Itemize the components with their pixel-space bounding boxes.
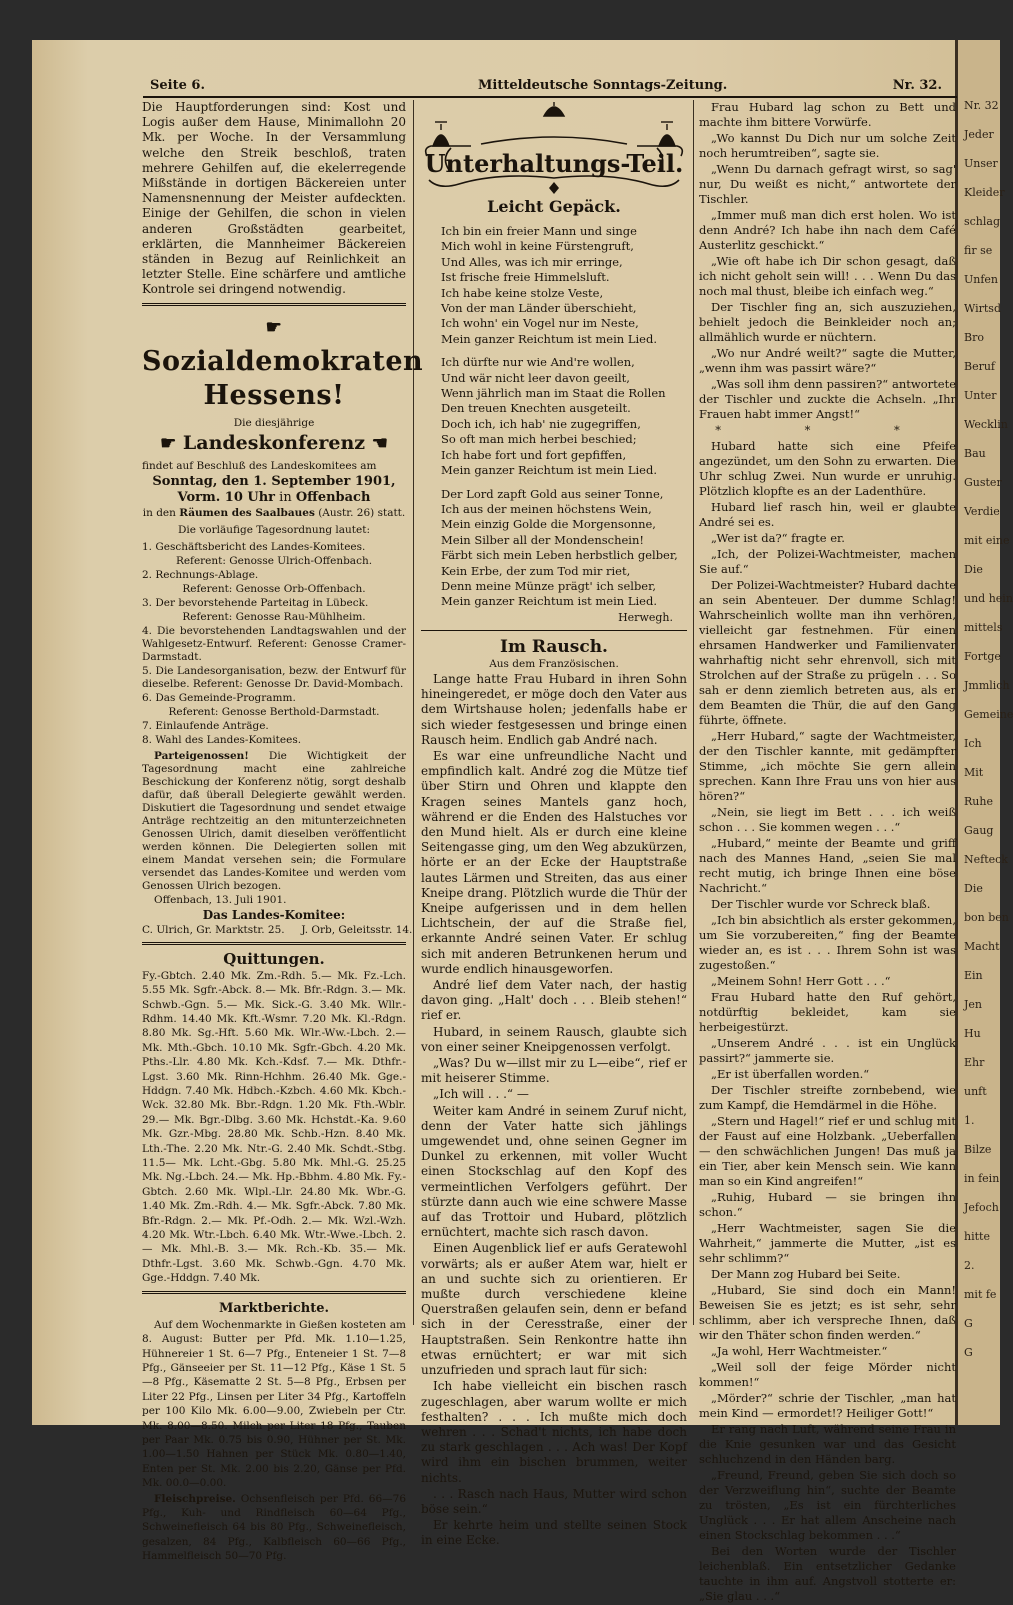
date-city: Offenbach	[295, 490, 371, 506]
next-page-fragment: G	[964, 1346, 973, 1359]
story-paragraph: „Wo nur André weilt?“ sagte die Mutter, „wenn ihm was passirt wäre?“	[699, 346, 956, 375]
agenda-referent: Referent: Genosse Orb-Offenbach.	[182, 582, 366, 595]
poem-line: Mein einzig Golde die Morgensonne,	[441, 517, 656, 532]
story-paragraph: Es war eine unfreundliche Nacht und empfindlich kalt. André zog die Mütze tief über Stirn und Ohren und klappte den Kragen seines Mantels ganz hoch, während er die Enden des Halstuches vor den Mund hielt. Als er durch eine kleine Seitengasse ging, um den Weg abzukürzen, hörte er an der Ecke der Hauptstraße lautes Lärmen und Streiten, das aus einer Kneipe drang. Plötzlich wurde die Thür der Kneipe aufgerissen und in dem hellen Lichtschein, der auf die Straße fiel, erkannte André seinen Vater. Er schlug sich mit anderen Betrunkenen herum und wurde endlich hinausgeworfen.	[421, 748, 687, 976]
next-page-fragment: Bro	[964, 331, 984, 344]
next-page-fragment: hitte	[964, 1230, 990, 1243]
poem-line: Den treuen Knechten ausgeteilt.	[441, 401, 631, 416]
diesjaehrige: Die diesjährige	[233, 417, 315, 430]
place-date: Offenbach, 13. Juli 1901.	[154, 893, 287, 906]
poem-line: Ich aus der meinen höchstens Wein,	[441, 501, 652, 516]
poem-line: So oft man mich herbei beschied;	[441, 432, 637, 447]
poem-line: Denn meine Münze prägt' ich selber,	[441, 578, 656, 593]
next-page-fragment: Nr. 32	[964, 99, 999, 112]
story-paragraph: „Herr Hubard,“ sagte der Wachtmeister, der den Tischler kannte, mit gedämpfter Stimme, „ich möchte Sie gern allein sprechen. Kann Ihre Frau uns von hier aus hören?“	[699, 729, 956, 803]
next-page-fragment: Beruf	[964, 360, 996, 373]
next-page-fragment: Jen	[964, 998, 983, 1011]
next-page-fragment: Gemeine	[964, 708, 1013, 721]
story-paragraph: André lief dem Vater nach, der hastig davon ging. „Halt' doch . . . Bleib stehen!“ rief er.	[421, 978, 687, 1023]
poem-line: Doch ich, ich hab' nie zugegriffen,	[441, 416, 641, 431]
poem-stanza	[441, 224, 687, 347]
section-rule	[142, 303, 406, 306]
poem-line: Ich habe keine stolze Veste,	[441, 285, 604, 300]
story-paragraph: „Wie oft habe ich Dir schon gesagt, daß ich nicht geholt sein will! . . . Wenn Du das noch mal thust, bleibe ich einfach weg.“	[699, 254, 956, 298]
poem-line: Mein ganzer Reichtum ist mein Lied.	[441, 594, 657, 609]
next-page-fragment: mit fe	[964, 1288, 997, 1301]
ornament-diamond	[549, 182, 559, 194]
poem-title: Leicht Gepäck.	[487, 197, 621, 216]
poem-line: Mein Silber all der Mondenschein!	[441, 532, 645, 547]
story-paragraph: „Ich bin absichtlich als erster gekommen, um Sie vorzubereiten,“ fing der Beamte wieder an, es ist . . . Ihrem Sohn ist was zugestoßen.“	[699, 913, 956, 972]
next-page-fragment: Ehr	[964, 1056, 985, 1069]
story-paragraph: Der Mann zog Hubard bei Seite.	[711, 1267, 901, 1281]
agenda-list	[142, 541, 406, 747]
agenda-item: 6. Das Gemeinde-Programm.	[142, 691, 296, 704]
column-divider	[693, 100, 694, 1325]
section-rule	[142, 1291, 406, 1294]
next-page-fragment: Macht	[964, 940, 1000, 953]
column-1	[142, 100, 424, 1565]
agenda-item: 5. Die Landesorganisation, bezw. der Entwurf für dieselbe. Referent: Genosse Dr. David-Mombach.	[142, 664, 406, 690]
story-paragraph: „Meinem Sohn! Herr Gott . . .“	[711, 974, 891, 988]
agenda-item: 8. Wahl des Landes-Komitees.	[142, 733, 302, 746]
quittungen-list: Fy.-Gbtch. 2.40 Mk. Zm.-Rdh. 5.— Mk. Fz.-Lch. 5.55 Mk. Sgfr.-Abck. 8.— Mk. Bfr.-Rdgn. 3.— Mk. Schwb.-Ggn. 5.— Mk. Sick.-G. 3.40 Mk. Wllr.-Rdhm. 14.40 Mk. Kft.-Wsmr. 7.20 Mk. Kl.-Rdgn. 8.80 Mk. Sg.-Hft. 5.60 Mk. Wlr.-Ww.-Lbch. 2.— Mk. Mth.-Gbch. 10.10 Mk. Sgfr.-Gbch. 4.20 Mk. Pths.-Llr. 4.80 Mk. Kch.-Kdsf. 7.— Mk. Dthfr.-Lgst. 3.60 Mk. Rinn-Hchhm. 26.40 Mk. Gge.-Hddgn. 7.40 Mk. Hdbch.-Kzbch. 4.60 Mk. Kbch.-Wck. 32.80 Mk. Bbr.-Rdgn. 1.20 Mk. Fth.-Wblr. 29.— Mk. Bgr.-Dlbg. 3.60 Mk. Hchstdt.-Ka. 9.60 Mk. Gzr.-Mbg. 28.80 Mk. Schb.-Hzn. 8.40 Mk. Lth.-The. 2.20 Mk. Ntr.-G. 2.40 Mk. Schdt.-Stbg. 11.5— Mk. Lcht.-Gbg. 5.80 Mk. Mhl.-G. 25.25 Mk. Ng.-Lbch. 24.— Mk. Hp.-Bbhm. 4.80 Mk. Fy.-Gbtch. 2.60 Mk. Wlpl.-Llr. 24.80 Mk. Wbr.-G. 1.40 Mk. Zm.-Rdh. 4.— Mk. Sgfr.-Abck. 7.80 Mk. Bfr.-Rdgn. 2.— Mk. Pf.-Odh. 2.— Mk. Wzl.-Wzh. 4.20 Mk. Wtr.-Lbch. 6.40 Mk. Wtr.-Wwe.-Lbch. 2.— Mk. Mhl.-B. 3.— Mk. Rch.-Kb. 35.— Mk. Dthfr.-Lgst. 3.60 Mk. Schwb.-Ggn. 4.70 Mk. Gge.-Hddgn. 7.40 Mk.	[142, 969, 406, 1285]
issue-number: Nr. 32.	[892, 78, 942, 93]
next-page-fragment: Guster	[964, 476, 1002, 489]
story-paragraph: „Wer ist da?“ fragte er.	[711, 531, 845, 545]
next-page-fragment: Unter	[964, 389, 997, 402]
poem-line: Ich wohn' ein Vogel nur im Neste,	[441, 316, 639, 331]
column-divider	[413, 100, 414, 1325]
poem-line: Ich habe fort und fort gepfiffen,	[441, 447, 627, 462]
agenda-referent: Referent: Genosse Rau-Mühlheim.	[182, 610, 366, 623]
sd-title-line-2: Hessens!	[203, 380, 345, 412]
poem-line: Ist frische freie Himmelsluft.	[441, 270, 610, 285]
story-paragraph: Er rang nach Luft, während seine Frau in die Knie gesunken war und das Gesicht schluchzend in den Händen barg.	[699, 1422, 956, 1466]
column-3	[699, 100, 956, 1605]
landeskonferenz-label: Landeskonferenz	[182, 432, 366, 455]
fleisch-head: Fleischpreise.	[154, 1492, 236, 1505]
date-place-pre: in den	[142, 506, 180, 519]
poem-stanza	[441, 487, 687, 610]
story-paragraph: Bei den Worten wurde der Tischler leichenblaß. Ein entsetzlicher Gedanke tauchte in ihm auf. Angstvoll stotterte er: „Sie glau . . .“	[699, 1544, 956, 1603]
date-in: in	[275, 490, 296, 506]
poem-line: Von der man Länder überschieht,	[441, 301, 637, 316]
story-paragraph: Lange hatte Frau Hubard in ihren Sohn hineingeredet, er möge doch den Vater aus dem Wirtshause holen; jedenfalls habe er sich wieder festgesessen und bringe einen Rausch heim. Endlich gab André nach.	[421, 671, 687, 747]
call-to-members	[142, 750, 406, 893]
call-head: Parteigenossen!	[154, 749, 249, 762]
next-page-fragment: Ein	[964, 969, 983, 982]
story-paragraph: „Ich, der Polizei-Wachtmeister, machen Sie auf.“	[699, 547, 956, 576]
next-page-fragment: 2.	[964, 1259, 975, 1272]
story-paragraph: Der Tischler streifte zornbebend, wie zum Kampf, die Hemdärmel in die Höhe.	[699, 1083, 956, 1112]
poem-author: Herwegh.	[618, 610, 673, 624]
next-page-fragment: mittels	[964, 621, 1003, 634]
sd-title	[142, 311, 424, 380]
next-page-fragment: Unfen	[964, 273, 999, 286]
markt-report: Auf dem Wochenmarkte in Gießen kosteten am 8. August: Butter per Pfd. Mk. 1.10—1.25, Hühnereier 1 St. 6—7 Pfg., Enteneier 1 St. 7—8 Pfg., Gänseeier per St. 11—12 Pfg., Käse 1 St. 5—8 Pfg., Käsematte 2 St. 5—8 Pfg., Erbsen per Liter 22 Pfg., Linsen per Liter 34 Pfg., Kartoffeln per 100 Kilo Mk. 6.00—9.00, Zwiebeln per Ctr. Mk. 8.00—8.50. Milch per Liter 18 Pfg., Tauben per Paar Mk. 0.75 bis 0.90, Hühner per St. Mk. 1.00—1.50 Hahnen per Stück Mk. 0.80—1.40, Enten per St. Mk. 2.00 bis 2.20, Gänse per Pfd. Mk. 00.0—0.00.	[142, 1318, 406, 1490]
lamp-icon	[433, 102, 675, 146]
signatures: C. Ulrich, Gr. Marktstr. 25. J. Orb, Geleitsstr. 14.	[142, 923, 413, 936]
next-page-fragment: Wecklin	[964, 418, 1008, 431]
findet-text: findet auf Beschluß des Landeskomitees am	[142, 460, 377, 473]
page-header	[150, 78, 950, 96]
story-paragraph: „Er ist überfallen worden.“	[711, 1067, 870, 1081]
markt-title: Marktberichte.	[219, 1300, 329, 1316]
story-paragraph: Hubard, in seinem Rausch, glaubte sich von einer seiner Kneipgenossen verfolgt.	[421, 1024, 687, 1054]
story-paragraph: „Ja wohl, Herr Wachtmeister.“	[711, 1344, 888, 1358]
story-paragraph: „Nein, sie liegt im Bett . . . ich weiß schon . . . Sie kommen wegen . . .“	[699, 805, 956, 834]
next-page-fragment: Hu	[964, 1027, 981, 1040]
date-time: Vorm. 10 Uhr	[177, 490, 276, 506]
landeskonferenz-title	[142, 431, 406, 456]
story-paragraph: „Immer muß man dich erst holen. Wo ist denn André? Ich habe ihn nach dem Café Austerlitz geschickt.“	[699, 208, 956, 252]
committee-title: Das Landes-Komitee:	[202, 907, 346, 922]
agenda-item: 7. Einlaufende Anträge.	[142, 719, 269, 732]
story-paragraph: „Weil soll der feige Mörder nicht kommen!“	[699, 1360, 956, 1389]
pointing-hand-left-icon: ☚	[371, 433, 388, 455]
poem-line: Mich wohl in keine Fürstengruft,	[441, 239, 634, 254]
story-paragraph: „Freund, Freund, geben Sie sich doch so der Verzweiflung hin“, suchte der Beamte zu trösten, „Es ist ein fürchterliches Unglück . . . Er hat allem Anscheine nach einen Stockschlag bekommen . . .“	[699, 1468, 956, 1542]
story-title: Im Rausch.	[500, 636, 608, 657]
poem-line: Mein ganzer Reichtum ist mein Lied.	[441, 331, 657, 346]
column-2	[421, 100, 687, 1550]
next-page-fragment: Nefteck	[964, 853, 1008, 866]
next-page-fragment: fir se	[964, 244, 993, 257]
section-rule	[421, 630, 687, 631]
poem-line: Der Lord zapft Gold aus seiner Tonne,	[441, 486, 664, 501]
call-text: Die Wichtigkeit der Tagesordnung macht eine zahlreiche Beschickung der Konferenz nötig, sorgt deshalb dafür, daß überall Delegierte gewählt werden. Diskutiert die Tagesordnung und sendet etwaige Anträge rechtzeitig an den mitunterzeichneten Genossen Ulrich, damit dieselben veröffentlicht werden können. Die Delegierten sollen mit einem Mandat versehen sein; die Formulare versendet das Landes-Komitee und werden vom Genossen Ulrich bezogen.	[142, 749, 406, 892]
agenda-referent: Referent: Genosse Ulrich-Offenbach.	[175, 554, 373, 567]
story-paragraph: Der Tischler wurde vor Schreck blaß.	[711, 897, 931, 911]
date-place: Räumen des Saalbaues	[179, 506, 315, 519]
story-paragraph: „Stern und Hagel!“ rief er und schlug mit der Faust auf eine Holzbank. „Ueberfallen — den schwächlichen Jungen! Das muß ja ein Tier, aber kein Mensch sein. Wie kann man so ein Kind angreifen!“	[699, 1114, 956, 1188]
agenda-item: 1. Geschäftsbericht des Landes-Komitees.	[142, 540, 366, 553]
next-page-fragment: Die	[964, 882, 983, 895]
ornament-title: Unterhaltungs-Teil.	[424, 149, 684, 178]
poem-line: Färbt sich mein Leben herbstlich gelber,	[441, 548, 678, 563]
story-paragraph: „Herr Wachtmeister, sagen Sie die Wahrheit,“ jammerte die Mutter, „ist es sehr schlimm?“	[699, 1221, 956, 1265]
next-page-fragment: in fein	[964, 1172, 1000, 1185]
poem-line: Und Alles, was ich mir erringe,	[441, 254, 623, 269]
next-page-fragment: Ruhe	[964, 795, 993, 808]
next-page-fragment: Fortge	[964, 650, 1001, 663]
next-page-fragment: bon ben	[964, 911, 1009, 924]
story-paragraph: „Hubard,“ meinte der Beamte und griff nach des Mannes Hand, „seien Sie mal recht mutig, ich bringe Ihnen eine böse Nachricht.“	[699, 836, 956, 895]
next-page-fragment: Die	[964, 563, 983, 576]
story-paragraph: Hubard hatte sich eine Pfeife angezündet, um den Sohn zu erwarten. Die Uhr schlug Zwei. Nun wurde er unruhig. Plötzlich klopfte es an der Ladenthüre.	[699, 439, 956, 498]
poem-line: Wenn jährlich man im Staat die Rollen	[441, 386, 666, 401]
story-paragraph: Der Polizei-Wachtmeister? Hubard dachte an sein Abenteuer. Der dumme Schlag! Wahrscheinlich wollte man ihn verhören, vielleicht gar festnehmen. Für einen ehrsamen Handwerker und Familienvater wahrhaftig nicht sehr ehrenvoll, sich mit Strolchen auf der Straße zu prügeln . . . So sah er denn ziemlich betreten aus, als er dem Beamten die Thür, die auf den Gang führte, öffnete.	[699, 578, 956, 727]
next-page-edge	[955, 40, 1013, 1425]
next-page-fragment: Jefoch	[964, 1201, 999, 1214]
story-paragraph: Frau Hubard hatte den Ruf gehört, notdürftig bekleidet, kam sie herbeigestürzt.	[699, 990, 956, 1034]
story-paragraph: „Was soll ihm denn passiren?“ antwortete der Tischler und zuckte die Achseln. „Ihr Frauen habt immer Angst!“	[699, 377, 956, 421]
next-page-fragment: Ich	[964, 737, 982, 750]
story-paragraph: „Was? Du w—illst mir zu L—eibe“, rief er mit heiserer Stimme.	[421, 1056, 687, 1086]
story-subtitle: Aus dem Französischen.	[489, 657, 619, 670]
poem	[421, 224, 687, 610]
story-paragraph: Der Tischler fing an, sich auszuziehen, behielt jedoch die Beinkleider noch an; allmählich wurde er nüchtern.	[699, 300, 956, 344]
story-paragraph: „Ich will . . .“ —	[433, 1087, 529, 1102]
next-page-fragment: Verdie	[964, 505, 1000, 518]
story-paragraph: „Wo kannst Du Dich nur um solche Zeit noch herumtreiben“, sagte sie.	[699, 131, 956, 160]
section-ornament	[421, 100, 687, 196]
newspaper-title: Mitteldeutsche Sonntags-Zeitung.	[478, 78, 728, 93]
agenda-intro: Die vorläufige Tagesordnung lautet:	[177, 523, 370, 536]
next-page-fragment: und hein	[964, 592, 1013, 605]
next-page-fragment: Jmmlich	[964, 679, 1010, 692]
next-page-fragment: 1.	[964, 1114, 975, 1127]
story-paragraph: „Unserem André . . . ist ein Unglück passirt?“ jammerte sie.	[699, 1036, 956, 1065]
next-page-fragment: Kleider	[964, 186, 1005, 199]
story-paragraph: „Hubard, Sie sind doch ein Mann! Beweisen Sie es jetzt; es ist sehr, sehr schlimm, aber ich verspreche Ihnen, daß wir den Thäter schon finden werden.“	[699, 1283, 956, 1342]
next-page-fragment: unft	[964, 1085, 987, 1098]
agenda-referent: Referent: Genosse Berthold-Darmstadt.	[168, 705, 380, 718]
strike-report: Die Hauptforderungen sind: Kost und Logis außer dem Hause, Minimallohn 20 Mk. per Woche. In der Versammlung welche den Streik beschloß, traten mehrere Gehilfen auf, die ekelerregende Mißstände in dortigen Bäckereien unter Namensnennung der Meister aufdeckten. Einige der Gehilfen, die schon in vielen anderen Großstädten gearbeitet, erklärten, die Mannheimer Bäckereien ständen in Bezug auf Reinlichkeit an letzter Stelle. Eine schärfere und amtliche Kontrole sei dringend notwendig.	[142, 100, 406, 297]
page-number: Seite 6.	[150, 78, 205, 93]
next-page-fragment: schlag	[964, 215, 1001, 228]
story-paragraph: Frau Hubard lag schon zu Bett und machte ihm bittere Vorwürfe.	[699, 100, 956, 129]
next-page-fragment: G	[964, 1317, 973, 1330]
story-paragraph: „Wenn Du darnach gefragt wirst, so sag' nur, Du weißt es nicht,“ antwortete der Tischler.	[699, 162, 956, 206]
poem-line: Kein Erbe, der zum Tod mir riet,	[441, 563, 631, 578]
story-paragraph: Er kehrte heim und stellte seinen Stock in eine Ecke.	[421, 1518, 687, 1548]
agenda-item: 2. Rechnungs-Ablage.	[142, 568, 259, 581]
next-page-fragment: Unser	[964, 157, 998, 170]
pointing-hand-icon: ☛	[265, 317, 283, 339]
header-rule	[143, 96, 957, 98]
agenda-item: 4. Die bevorstehenden Landtagswahlen und der Wahlgesetz-Entwurf. Referent: Genosse Cramer-Darmstadt.	[142, 624, 406, 663]
poem-line: Und wär nicht leer davon geeilt,	[441, 370, 630, 385]
next-page-fragment: Bau	[964, 447, 986, 460]
poem-line: Ich bin ein freier Mann und singe	[441, 224, 637, 238]
scene-break-stars: * * *	[715, 423, 940, 437]
poem-line: Mein ganzer Reichtum ist mein Lied.	[441, 463, 657, 478]
story-paragraph: „Mörder?“ schrie der Tischler, „man hat mein Kind — ermordet!? Heiliger Gott!“	[699, 1391, 956, 1420]
poem-line: Ich dürfte nur wie And're wollen,	[441, 355, 635, 370]
next-page-fragment: mit eine	[964, 534, 1010, 547]
fleisch-text: Ochsenfleisch per Pfd. 66—76 Pfg., Kuh- und Rindfleisch 60—64 Pfg., Schweinefleisch 64 bis 80 Pfg., Schweinefleisch, gesalzen, 84 Pfg., Kalbfleisch 60—66 Pfg., Hammelfleisch 50—70 Pfg.	[142, 1492, 406, 1563]
date-place-post: (Austr. 26) statt.	[314, 506, 406, 519]
story-paragraph: . . . Rasch nach Haus, Mutter wird schon böse sein.“	[421, 1486, 687, 1516]
story-paragraph: „Ruhig, Hubard — sie bringen ihn schon.“	[699, 1190, 956, 1219]
date-line-1: Sonntag, den 1. September 1901,	[152, 474, 396, 490]
story-body	[421, 672, 687, 1549]
sd-title-line-1: Sozialdemokraten	[142, 346, 424, 378]
next-page-fragment: Mit	[964, 766, 984, 779]
date-line-3	[142, 507, 406, 520]
next-page-fragment: Gaug	[964, 824, 994, 837]
next-page-fragment: Jeder	[964, 128, 994, 141]
story-paragraph: Einen Augenblick lief er aufs Geratewohl vorwärts; als er außer Atem war, hielt er an und suchte sich zu orientieren. Er mußte durch verschiedene kleine Querstraßen gelaufen sein, denn er befand sich in der Ceresstraße, einer der Hauptstraßen. Sein Renkontre hatte ihn etwas ernüchtert; er war mit sich unzufrieden und sprach laut für sich:	[421, 1241, 687, 1378]
story-paragraph: Ich habe vielleicht ein bischen rasch zugeschlagen, aber warum wollte er mich festhalten? . . . Ich mußte mich doch wehren . . . Schad't nichts, ich habe doch zu stark geschlagen . . . Ach was! Der Kopf wird ihm ein bischen brummen, weiter nichts.	[421, 1379, 687, 1485]
poem-stanza	[441, 355, 687, 478]
quittungen-title: Quittungen.	[223, 949, 325, 968]
story-paragraph: Weiter kam André in seinem Zuruf nicht, denn der Vater hatte sich jählings umgewendet und, ohne seinen Gegner im Dunkel zu erkennen, mit voller Wucht einen Stockschlag auf den Kopf des vermeintlichen Verfolgers geführt. Der stürzte dann auch wie eine schwere Masse auf das Trottoir und Hubard, plötzlich ernüchtert, machte sich rasch davon.	[421, 1103, 687, 1240]
pointing-hand-icon: ☛	[160, 433, 177, 455]
fleisch-report	[142, 1492, 406, 1564]
next-page-fragment: Bilze	[964, 1143, 992, 1156]
next-page-fragment: Wirtsd	[964, 302, 1001, 315]
story-paragraph: Hubard lief rasch hin, weil er glaubte André sei es.	[699, 500, 956, 529]
date-line-2	[142, 490, 406, 505]
section-rule	[142, 942, 406, 945]
agenda-item: 3. Der bevorstehende Parteitag in Lübeck.	[142, 596, 369, 609]
